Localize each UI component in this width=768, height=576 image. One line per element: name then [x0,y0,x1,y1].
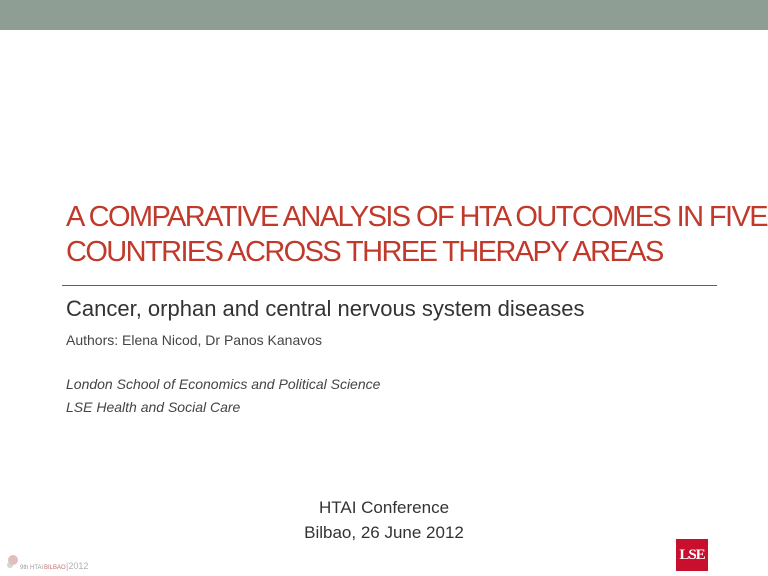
lse-logo-text: LSE [679,546,705,563]
slide-subtitle: Cancer, orphan and central nervous system diseases [66,296,585,321]
authors-line: Authors: Elena Nicod, Dr Panos Kanavos [66,332,323,348]
affiliation-lse-health: LSE Health and Social Care [66,399,241,415]
title-line-2: COUNTRIES ACROSS THREE THERAPY AREAS [66,236,663,268]
affiliation-lse: London School of Economics and Political Science [66,376,381,392]
affiliations [66,373,380,419]
title-divider [62,285,717,286]
conference-name: HTAI Conference [318,498,450,517]
conference-info [0,495,768,545]
svg-text:9th HTAi: 9th HTAi [20,565,43,571]
title-line-1: A COMPARATIVE ANALYSIS OF HTA OUTCOMES IN FIVE [66,201,767,233]
svg-text:BILBAO: BILBAO [44,565,66,571]
htai-conference-logo [6,550,90,574]
slide-title [66,200,767,270]
conference-date: Bilbao, 26 June 2012 [304,523,464,542]
lse-logo [676,539,708,571]
top-band [0,0,768,30]
svg-text:|2012: |2012 [66,561,89,571]
